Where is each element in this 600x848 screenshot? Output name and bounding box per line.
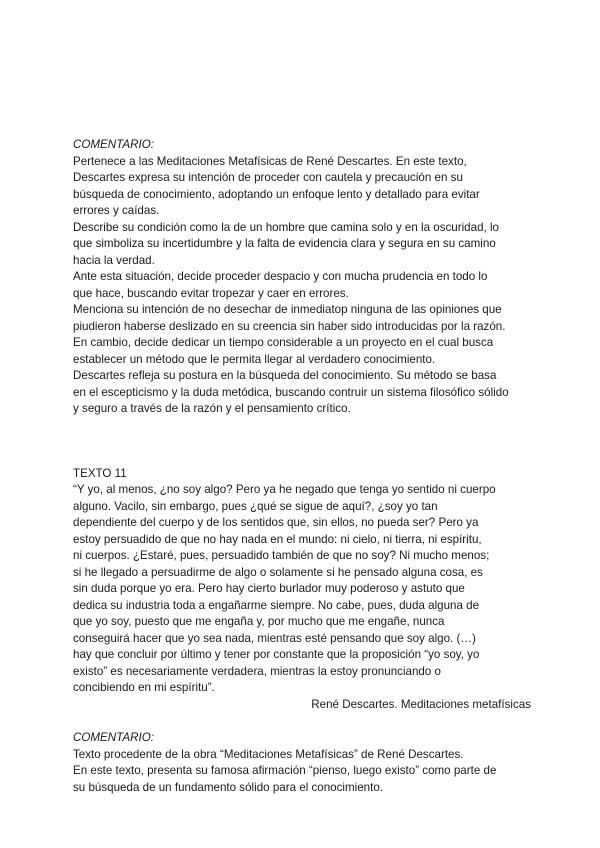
paragraph-line: Ante esta situación, decide proceder despacio y con mucha prudencia en todo lo xyxy=(73,270,488,283)
texto-heading: TEXTO 11 xyxy=(73,466,127,480)
comentario-heading: COMENTARIO: xyxy=(73,731,154,744)
quote-line: existo” es necesariamente verdadera, mientras la estoy pronunciando o xyxy=(73,664,441,678)
paragraph-line: que hace, buscando evitar tropezar y caer en errores. xyxy=(73,286,349,300)
comentario-section-1 xyxy=(73,137,535,418)
paragraph-line: errores y caídas. xyxy=(73,204,160,217)
quote-line: conseguirá hacer que yo sea nada, mientras esté pensando que soy algo. (…) xyxy=(73,631,476,645)
paragraph-line: Menciona su intención de no desechar de inmediatop ninguna de las opiniones que xyxy=(73,303,502,316)
document-page xyxy=(73,137,535,796)
paragraph-line: En este texto, presenta su famosa afirmación “pienso, luego existo” como parte de xyxy=(73,764,497,777)
paragraph-line: Texto procedente de la obra “Meditaciones Metafísicas” de René Descartes. xyxy=(73,747,464,761)
quote-line: hay que concluir por último y tener por constante que la proposición “yo soy, yo xyxy=(73,648,480,661)
quote-line: que yo soy, puesto que me engaña y, por mucho que me engañe, nunca xyxy=(73,615,445,628)
paragraph-line: su búsqueda de un fundamento sólido para el conocimiento. xyxy=(73,780,384,794)
paragraph-line: piudieron haberse deslizado en su creencia sin haber sido introducidas por la razón. xyxy=(73,319,506,333)
quote-line: alguno. Vacilo, sin embargo, pues ¿qué se sigue de aquí?, ¿soy yo tan xyxy=(73,499,438,513)
paragraph-line: búsqueda de conocimiento, adoptando un enfoque lento y detallado para evitar xyxy=(73,187,480,201)
section-spacer xyxy=(73,713,535,730)
paragraph-line: Descartes refleja su postura en la búsqueda del conocimiento. Su método se basa xyxy=(73,369,497,382)
texto-11-section xyxy=(73,466,535,714)
paragraph-line: que simboliza su incertidumbre y la falta de evidencia clara y segura en su camino xyxy=(73,237,496,250)
paragraph-line: hacia la verdad. xyxy=(73,253,155,267)
section-spacer xyxy=(73,418,535,466)
quote-attribution: René Descartes. Meditaciones metafísicas xyxy=(311,697,531,711)
comentario-heading: COMENTARIO: xyxy=(73,138,154,151)
quote-line: sin duda porque yo era. Pero hay cierto burlador muy poderoso y astuto que xyxy=(73,582,465,595)
quote-line: “Y yo, al menos, ¿no soy algo? Pero ya he negado que tenga yo sentido ni cuerpo xyxy=(73,483,496,496)
quote-line: dedica su industria toda a engañarme siempre. No cabe, pues, duda alguna de xyxy=(73,598,480,612)
paragraph-line: En cambio, decide dedicar un tiempo considerable a un proyecto en el cual busca xyxy=(73,336,494,349)
paragraph-line: Pertenece a las Meditaciones Metafísicas de René Descartes. En este texto, xyxy=(73,154,467,168)
paragraph-line: establecer un método que le permita llegar al verdadero conocimiento. xyxy=(73,352,436,366)
paragraph-line: en el escepticismo y la duda metódica, buscando contruir un sistema filosófico sólido xyxy=(73,385,509,399)
paragraph-line: y seguro a través de la razón y el pensamiento crítico. xyxy=(73,402,351,415)
comentario-section-2 xyxy=(73,730,535,796)
quote-line: si he llegado a persuadirme de algo o solamente si he pensado alguna cosa, es xyxy=(73,565,483,579)
quote-line: ni cuerpos. ¿Estaré, pues, persuadido también de que no soy? Ni mucho menos; xyxy=(73,549,490,562)
quote-line: dependiente del cuerpo y de los sentidos que, sin ellos, no pueda ser? Pero ya xyxy=(73,516,479,529)
paragraph-line: Descartes expresa su intención de proceder con cautela y precaución en su xyxy=(73,171,463,184)
quote-line: concibiendo en mi espíritu”. xyxy=(73,681,215,694)
paragraph-line: Describe su condición como la de un hombre que camina solo y en la oscuridad, lo xyxy=(73,220,499,234)
quote-line: estoy persuadido de que no hay nada en el mundo: ni cielo, ni tierra, ni espíritu, xyxy=(73,532,482,546)
